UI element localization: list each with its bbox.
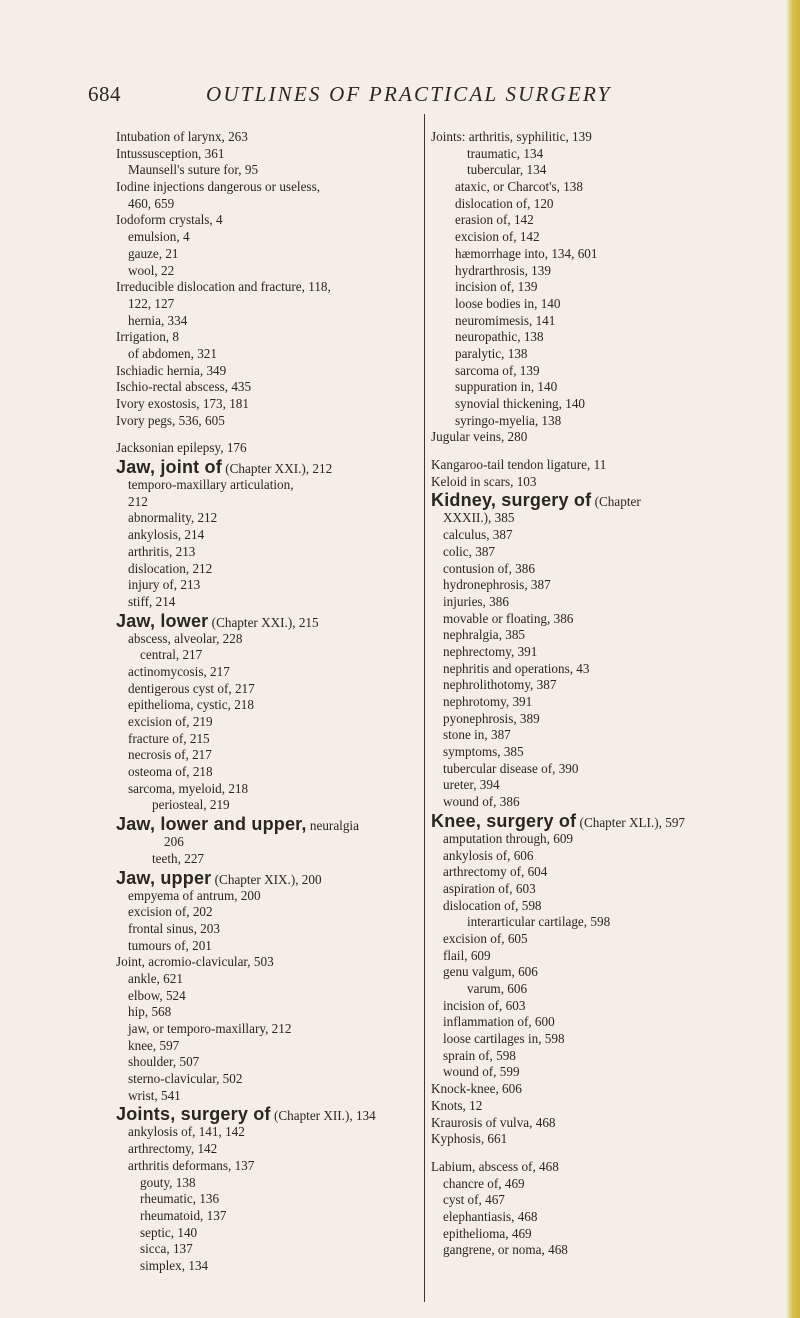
index-entry — [431, 611, 771, 628]
section-gap — [431, 446, 771, 457]
entry-text: (Chapter XIX.), 200 — [211, 871, 322, 887]
entry-text: arthrectomy of, 604 — [443, 864, 548, 880]
index-entry — [431, 711, 771, 728]
entry-text: Labium, abscess of, 468 — [431, 1158, 559, 1174]
entry-text: frontal sinus, 203 — [128, 920, 220, 936]
entry-headword: Kidney, surgery of — [431, 490, 592, 511]
index-entry — [431, 1098, 771, 1115]
entry-text: neuralgia — [306, 818, 359, 834]
entry-text: Ischiadic hernia, 349 — [116, 362, 227, 378]
entry-text: 206 — [164, 834, 184, 850]
index-entry — [431, 1131, 771, 1148]
entry-text: contusion of, 386 — [443, 560, 535, 576]
entry-text: injuries, 386 — [443, 593, 509, 609]
index-entry — [431, 1176, 771, 1193]
index-entry — [431, 881, 771, 898]
index-entry — [431, 413, 771, 430]
index-entry — [431, 1209, 771, 1226]
index-entry — [431, 429, 771, 446]
entry-text: syringo-myelia, 138 — [455, 412, 562, 428]
entry-text: ataxic, or Charcot's, 138 — [455, 179, 583, 195]
index-entry — [431, 346, 771, 363]
index-entry — [116, 921, 416, 938]
index-entry — [431, 761, 771, 778]
index-entry — [431, 229, 771, 246]
entry-text: Intubation of larynx, 263 — [116, 129, 248, 144]
entry-text: varum, 606 — [467, 981, 528, 996]
index-entry — [431, 981, 771, 998]
entry-text: ureter, 394 — [443, 777, 500, 793]
entry-text: nephritis and operations, 43 — [443, 660, 590, 676]
index-entry — [116, 577, 416, 594]
entry-text: hydrarthrosis, 139 — [455, 262, 551, 278]
entry-text: Ivory pegs, 536, 605 — [116, 412, 225, 428]
entry-text: Joint, acromio-clavicular, 503 — [116, 954, 274, 970]
index-entry — [431, 777, 771, 794]
index-entry — [431, 948, 771, 965]
entry-text: Irreducible dislocation and fracture, 118, — [116, 279, 331, 295]
entry-text: periosteal, 219 — [152, 797, 230, 813]
index-entry — [116, 346, 416, 363]
index-entry — [116, 781, 416, 798]
index-entry — [431, 577, 771, 594]
index-entry — [116, 229, 416, 246]
entry-text: teeth, 227 — [152, 850, 205, 866]
index-entry — [116, 246, 416, 263]
entry-text: central, 217 — [140, 647, 203, 663]
entry-text: sarcoma, myeloid, 218 — [128, 780, 249, 796]
entry-text: suppuration in, 140 — [455, 379, 558, 395]
entry-headword: Jaw, lower and upper, — [116, 814, 307, 835]
entry-text: arthritis, 213 — [128, 543, 196, 559]
section-gap — [116, 429, 416, 440]
index-entry — [431, 1014, 771, 1031]
index-entry — [431, 1031, 771, 1048]
index-entry — [431, 644, 771, 661]
entry-text: Kangaroo-tail tendon ligature, 11 — [431, 457, 607, 473]
index-entry — [116, 544, 416, 561]
entry-text: synovial thickening, 140 — [455, 396, 586, 411]
entry-text: movable or floating, 386 — [443, 610, 574, 626]
index-entry — [116, 329, 416, 346]
index-entry — [431, 527, 771, 544]
entry-text: jaw, or temporo-maxillary, 212 — [128, 1021, 292, 1036]
index-entry — [431, 162, 771, 179]
entry-text: sprain of, 598 — [443, 1047, 516, 1063]
index-entry — [116, 797, 416, 814]
index-entry — [431, 146, 771, 163]
entry-text: of abdomen, 321 — [128, 345, 217, 361]
index-entry — [116, 212, 416, 229]
index-entry — [116, 146, 416, 163]
entry-text: ankylosis of, 606 — [443, 847, 534, 863]
entry-headword: Jaw, joint of — [116, 457, 222, 478]
entry-text: incision of, 603 — [443, 997, 526, 1013]
index-entry — [116, 888, 416, 905]
entry-text: Joints: arthritis, syphilitic, 139 — [431, 129, 592, 144]
index-entry — [116, 1225, 416, 1242]
entry-text: dislocation of, 598 — [443, 897, 542, 913]
entry-text: tubercular, 134 — [467, 162, 547, 178]
index-entry — [116, 1141, 416, 1158]
entry-text: empyema of antrum, 200 — [128, 887, 261, 903]
entry-text: arthritis deformans, 137 — [128, 1157, 255, 1173]
index-entry — [116, 731, 416, 748]
index-entry — [431, 457, 771, 474]
entry-text: hæmorrhage into, 134, 601 — [455, 245, 598, 261]
entry-text: dislocation of, 120 — [455, 195, 554, 211]
index-entry — [116, 1258, 416, 1275]
index-heading-entry — [431, 811, 771, 831]
entry-text: stone in, 387 — [443, 727, 511, 743]
index-entry — [116, 1124, 416, 1141]
index-entry — [116, 379, 416, 396]
index-entry — [431, 1192, 771, 1209]
entry-text: simplex, 134 — [140, 1257, 209, 1273]
entry-text: dislocation, 212 — [128, 560, 213, 576]
entry-text: (Chapter XLI.), 597 — [576, 814, 686, 830]
entry-text: osteoma of, 218 — [128, 764, 213, 780]
entry-text: traumatic, 134 — [467, 145, 544, 161]
index-entry — [431, 898, 771, 915]
entry-text: arthrectomy, 142 — [128, 1141, 218, 1157]
entry-text: gauze, 21 — [128, 245, 179, 261]
entry-text: excision of, 219 — [128, 714, 213, 729]
entry-text: genu valgum, 606 — [443, 964, 538, 980]
entry-text: inflammation of, 600 — [443, 1014, 555, 1030]
entry-text: gangrene, or noma, 468 — [443, 1242, 568, 1258]
index-entry — [431, 594, 771, 611]
index-entry — [116, 296, 416, 313]
index-entry — [431, 263, 771, 280]
entry-text: neuropathic, 138 — [455, 329, 544, 345]
entry-text: elephantiasis, 468 — [443, 1208, 538, 1224]
index-entry — [116, 1071, 416, 1088]
index-entry — [431, 1048, 771, 1065]
index-entry — [431, 1242, 771, 1259]
entry-text: hernia, 334 — [128, 312, 188, 328]
index-entry — [431, 329, 771, 346]
index-entry — [116, 1158, 416, 1175]
entry-text: interarticular cartilage, 598 — [467, 914, 611, 930]
entry-text: Knock-knee, 606 — [431, 1081, 522, 1097]
entry-text: nephrotomy, 391 — [443, 694, 533, 709]
index-entry — [116, 477, 416, 494]
index-entry — [431, 1115, 771, 1132]
entry-headword: Jaw, upper — [116, 867, 212, 888]
column-divider — [424, 114, 425, 1302]
entry-text: hydronephrosis, 387 — [443, 577, 551, 593]
index-entry — [116, 697, 416, 714]
index-heading-entry — [116, 1104, 416, 1124]
index-entry — [431, 931, 771, 948]
entry-text: (Chapter XXI.), 212 — [221, 461, 333, 477]
index-heading-entry — [116, 611, 416, 631]
index-entry — [116, 510, 416, 527]
entry-text: excision of, 605 — [443, 930, 528, 946]
index-entry — [116, 129, 416, 146]
index-entry — [116, 263, 416, 280]
entry-text: Iodine injections dangerous or useless, — [116, 179, 320, 195]
index-entry — [116, 954, 416, 971]
index-entry — [431, 179, 771, 196]
index-entry — [116, 594, 416, 611]
entry-text: rheumatoid, 137 — [140, 1207, 227, 1223]
index-entry — [116, 413, 416, 430]
index-entry — [116, 179, 416, 196]
index-entry — [431, 998, 771, 1015]
index-heading-entry — [116, 457, 416, 477]
index-entry — [431, 129, 771, 146]
index-heading-entry — [431, 490, 771, 510]
entry-text: tubercular disease of, 390 — [443, 760, 579, 776]
index-entry — [116, 494, 416, 511]
index-entry — [431, 246, 771, 263]
entry-text: stiff, 214 — [128, 593, 176, 609]
entry-text: epithelioma, 469 — [443, 1225, 532, 1241]
running-title: OUTLINES OF PRACTICAL SURGERY — [206, 82, 612, 106]
index-entry — [431, 379, 771, 396]
entry-text: aspiration of, 603 — [443, 880, 536, 896]
index-entry — [431, 196, 771, 213]
entry-text: excision of, 202 — [128, 904, 213, 920]
entry-text: (Chapter XII.), 134 — [270, 1108, 376, 1124]
index-entry — [431, 313, 771, 330]
entry-text: temporo-maxillary articulation, — [128, 477, 294, 493]
entry-text: amputation through, 609 — [443, 830, 574, 846]
entry-text: colic, 387 — [443, 543, 496, 559]
index-entry — [431, 1064, 771, 1081]
index-entry — [431, 661, 771, 678]
index-entry — [116, 1038, 416, 1055]
entry-text: gouty, 138 — [140, 1174, 196, 1190]
index-entry — [431, 677, 771, 694]
index-entry — [431, 794, 771, 811]
entry-text: dentigerous cyst of, 217 — [128, 680, 255, 696]
entry-text: ankylosis of, 141, 142 — [128, 1124, 245, 1140]
index-entry — [431, 561, 771, 578]
index-entry — [116, 647, 416, 664]
entry-text: injury of, 213 — [128, 577, 201, 593]
index-entry — [116, 1004, 416, 1021]
entry-text: necrosis of, 217 — [128, 747, 212, 763]
entry-text: actinomycosis, 217 — [128, 663, 230, 679]
index-column-left — [116, 129, 416, 1275]
entry-text: nephrectomy, 391 — [443, 643, 538, 659]
entry-text: symptoms, 385 — [443, 744, 524, 760]
index-entry — [116, 1175, 416, 1192]
index-entry — [431, 396, 771, 413]
entry-text: sarcoma of, 139 — [455, 362, 540, 378]
entry-text: Kraurosis of vulva, 468 — [431, 1114, 556, 1130]
entry-text: Keloid in scars, 103 — [431, 473, 537, 489]
index-entry — [116, 664, 416, 681]
entry-text: flail, 609 — [443, 947, 491, 963]
entry-text: epithelioma, cystic, 218 — [128, 697, 254, 713]
entry-text: hip, 568 — [128, 1004, 172, 1020]
index-entry — [116, 196, 416, 213]
index-entry — [116, 1021, 416, 1038]
index-entry — [431, 363, 771, 380]
index-entry — [116, 938, 416, 955]
entry-text: rheumatic, 136 — [140, 1191, 220, 1207]
entry-text: ankle, 621 — [128, 970, 183, 986]
entry-text: calculus, 387 — [443, 527, 513, 543]
index-entry — [431, 727, 771, 744]
index-entry — [431, 279, 771, 296]
entry-text: fracture of, 215 — [128, 730, 210, 746]
entry-text: pyonephrosis, 389 — [443, 710, 540, 726]
index-entry — [116, 904, 416, 921]
entry-text: loose bodies in, 140 — [455, 295, 561, 311]
entry-text: chancre of, 469 — [443, 1175, 525, 1191]
index-entry — [116, 681, 416, 698]
entry-text: knee, 597 — [128, 1037, 180, 1053]
index-entry — [116, 988, 416, 1005]
index-entry — [116, 834, 416, 851]
index-column-right — [431, 129, 771, 1259]
entry-text: septic, 140 — [140, 1224, 198, 1240]
entry-text: (Chapter — [591, 494, 641, 510]
index-entry — [116, 971, 416, 988]
index-entry — [431, 1226, 771, 1243]
entry-text: (Chapter XXI.), 215 — [208, 614, 319, 630]
entry-text: Ischio-rectal abscess, 435 — [116, 379, 252, 395]
entry-text: elbow, 524 — [128, 987, 186, 1003]
page-number: 684 — [88, 82, 121, 106]
index-entry — [116, 851, 416, 868]
index-entry — [116, 764, 416, 781]
entry-text: ankylosis, 214 — [128, 527, 205, 543]
index-heading-entry — [116, 814, 416, 834]
entry-text: Maunsell's suture for, 95 — [128, 162, 259, 178]
index-entry — [431, 627, 771, 644]
index-entry — [431, 510, 771, 527]
index-entry — [116, 279, 416, 296]
entry-text: nephrolithotomy, 387 — [443, 677, 557, 693]
entry-text: sterno-clavicular, 502 — [128, 1071, 243, 1087]
index-entry — [431, 694, 771, 711]
entry-text: Knots, 12 — [431, 1097, 483, 1113]
index-entry — [431, 212, 771, 229]
index-entry — [116, 1054, 416, 1071]
entry-text: wrist, 541 — [128, 1087, 181, 1103]
index-heading-entry — [116, 868, 416, 888]
index-entry — [116, 631, 416, 648]
entry-headword: Knee, surgery of — [431, 810, 577, 831]
index-entry — [431, 848, 771, 865]
index-entry — [116, 396, 416, 413]
entry-text: wound of, 599 — [443, 1064, 520, 1080]
entry-headword: Joints, surgery of — [116, 1104, 271, 1125]
entry-text: Ivory exostosis, 173, 181 — [116, 396, 249, 411]
entry-text: loose cartilages in, 598 — [443, 1031, 565, 1047]
entry-text: wound of, 386 — [443, 794, 520, 810]
entry-text: incision of, 139 — [455, 279, 538, 295]
entry-text: Jugular veins, 280 — [431, 429, 528, 445]
entry-text: 122, 127 — [128, 295, 175, 311]
index-entry — [116, 714, 416, 731]
entry-headword: Jaw, lower — [116, 610, 209, 631]
index-entry — [116, 363, 416, 380]
entry-text: Irrigation, 8 — [116, 329, 179, 345]
entry-text: neuromimesis, 141 — [455, 312, 556, 328]
entry-text: sicca, 137 — [140, 1241, 193, 1257]
entry-text: Jacksonian epilepsy, 176 — [116, 440, 247, 456]
index-entry — [116, 527, 416, 544]
page-header — [88, 82, 728, 116]
entry-text: wool, 22 — [128, 262, 175, 278]
entry-text: nephralgia, 385 — [443, 627, 526, 643]
entry-text: shoulder, 507 — [128, 1054, 200, 1070]
entry-text: emulsion, 4 — [128, 229, 190, 245]
index-entry — [431, 544, 771, 561]
index-entry — [116, 1208, 416, 1225]
index-entry — [431, 1159, 771, 1176]
index-entry — [116, 162, 416, 179]
entry-text: excision of, 142 — [455, 229, 540, 245]
index-entry — [116, 1241, 416, 1258]
index-entry — [431, 914, 771, 931]
index-entry — [431, 864, 771, 881]
entry-text: abscess, alveolar, 228 — [128, 630, 243, 646]
entry-text: paralytic, 138 — [455, 345, 528, 361]
entry-text: tumours of, 201 — [128, 937, 212, 953]
entry-text: Kyphosis, 661 — [431, 1131, 508, 1147]
entry-text: 460, 659 — [128, 195, 175, 211]
index-entry — [431, 474, 771, 491]
index-entry — [116, 561, 416, 578]
index-entry — [431, 1081, 771, 1098]
page-edge-shading — [786, 0, 800, 1318]
index-entry — [431, 964, 771, 981]
index-entry — [431, 744, 771, 761]
index-entry — [431, 296, 771, 313]
entry-text: abnormality, 212 — [128, 510, 218, 526]
entry-text: Iodoform crystals, 4 — [116, 212, 223, 228]
index-entry — [116, 747, 416, 764]
section-gap — [431, 1148, 771, 1159]
entry-text: cyst of, 467 — [443, 1192, 505, 1208]
index-entry — [116, 440, 416, 457]
index-entry — [431, 831, 771, 848]
index-entry — [116, 1191, 416, 1208]
entry-text: XXXII.), 385 — [443, 510, 515, 526]
entry-text: 212 — [128, 493, 148, 509]
index-entry — [116, 313, 416, 330]
entry-text: erasion of, 142 — [455, 212, 534, 228]
entry-text: Intussusception, 361 — [116, 145, 225, 161]
index-entry — [116, 1088, 416, 1105]
